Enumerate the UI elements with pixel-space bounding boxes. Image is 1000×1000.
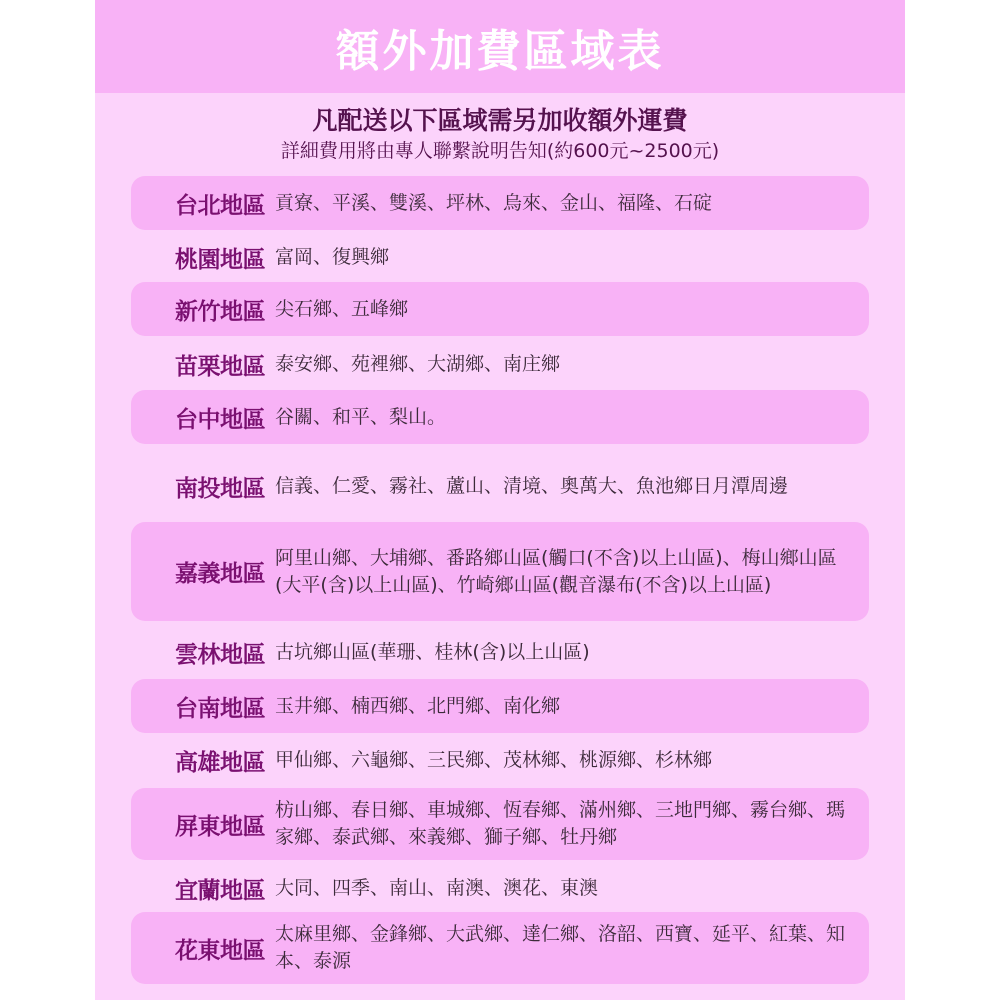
page-title: 額外加費區域表 <box>335 25 665 77</box>
region-row-taipei <box>131 176 869 230</box>
subtitle: 凡配送以下區域需另加收額外運費 <box>312 106 688 135</box>
region-name: 新竹地區 <box>175 298 265 325</box>
fee-table-card <box>95 0 905 1000</box>
region-row-chiayi <box>131 522 869 621</box>
region-areas: 玉井鄉、楠西鄉、北門鄉、南化鄉 <box>275 694 561 717</box>
region-name: 花東地區 <box>175 937 265 964</box>
region-row-tainan <box>131 679 869 733</box>
fee-note: 詳細費用將由專人聯繫說明告知(約600元~2500元) <box>280 140 720 162</box>
region-name: 台中地區 <box>175 406 265 433</box>
region-row-nantou <box>131 448 869 524</box>
region-name: 南投地區 <box>175 475 265 502</box>
region-row-yilan <box>131 862 869 914</box>
region-areas: 枋山鄉、春日鄉、車城鄉、恆春鄉、滿州鄉、三地門鄉、霧台鄉、瑪家鄉、泰武鄉、來義鄉、獅子鄉、牡丹鄉 <box>275 799 846 848</box>
region-areas: 泰安鄉、苑裡鄉、大湖鄉、南庄鄉 <box>275 352 561 375</box>
region-row-pingtung <box>131 788 869 860</box>
region-areas: 甲仙鄉、六龜鄉、三民鄉、茂林鄉、桃源鄉、杉林鄉 <box>275 748 713 771</box>
region-areas: 尖石鄉、五峰鄉 <box>275 297 409 320</box>
region-name: 嘉義地區 <box>175 561 265 587</box>
region-name: 宜蘭地區 <box>175 877 265 904</box>
region-row-huadong <box>131 912 869 984</box>
region-areas: 阿里山鄉、大埔鄉、番路鄉山區(觸口(不含)以上山區)、梅山鄉山區(大平(含)以上山區)、竹崎鄉山區(觀音瀑布(不含)以上山區) <box>275 546 837 596</box>
region-row-yunlin <box>131 626 869 678</box>
region-areas: 古坑鄉山區(華珊、桂林(含)以上山區) <box>275 640 590 663</box>
region-name: 屏東地區 <box>175 813 265 840</box>
region-areas: 富岡、復興鄉 <box>275 245 390 268</box>
region-name: 台北地區 <box>175 192 265 219</box>
region-name: 桃園地區 <box>175 246 265 273</box>
region-row-hsinchu <box>131 282 869 336</box>
region-row-taichung <box>131 390 869 444</box>
region-row-miaoli <box>131 338 869 390</box>
region-name: 苗栗地區 <box>175 353 265 380</box>
region-name: 高雄地區 <box>175 749 265 776</box>
region-areas: 谷關、和平、梨山。 <box>275 405 447 428</box>
region-name: 雲林地區 <box>175 641 265 668</box>
region-name: 台南地區 <box>175 695 265 722</box>
region-areas: 太麻里鄉、金鋒鄉、大武鄉、達仁鄉、洛韶、西寶、延平、紅葉、知本、泰源 <box>275 923 846 972</box>
region-areas: 大同、四季、南山、南澳、澳花、東澳 <box>275 876 599 899</box>
region-areas: 貢寮、平溪、雙溪、坪林、烏來、金山、福隆、石碇 <box>275 191 713 214</box>
title-banner <box>95 0 905 93</box>
region-row-taoyuan <box>131 231 869 283</box>
region-row-kaohsiung <box>131 734 869 786</box>
region-areas: 信義、仁愛、霧社、蘆山、清境、奧萬大、魚池鄉日月潭周邊 <box>275 474 789 497</box>
